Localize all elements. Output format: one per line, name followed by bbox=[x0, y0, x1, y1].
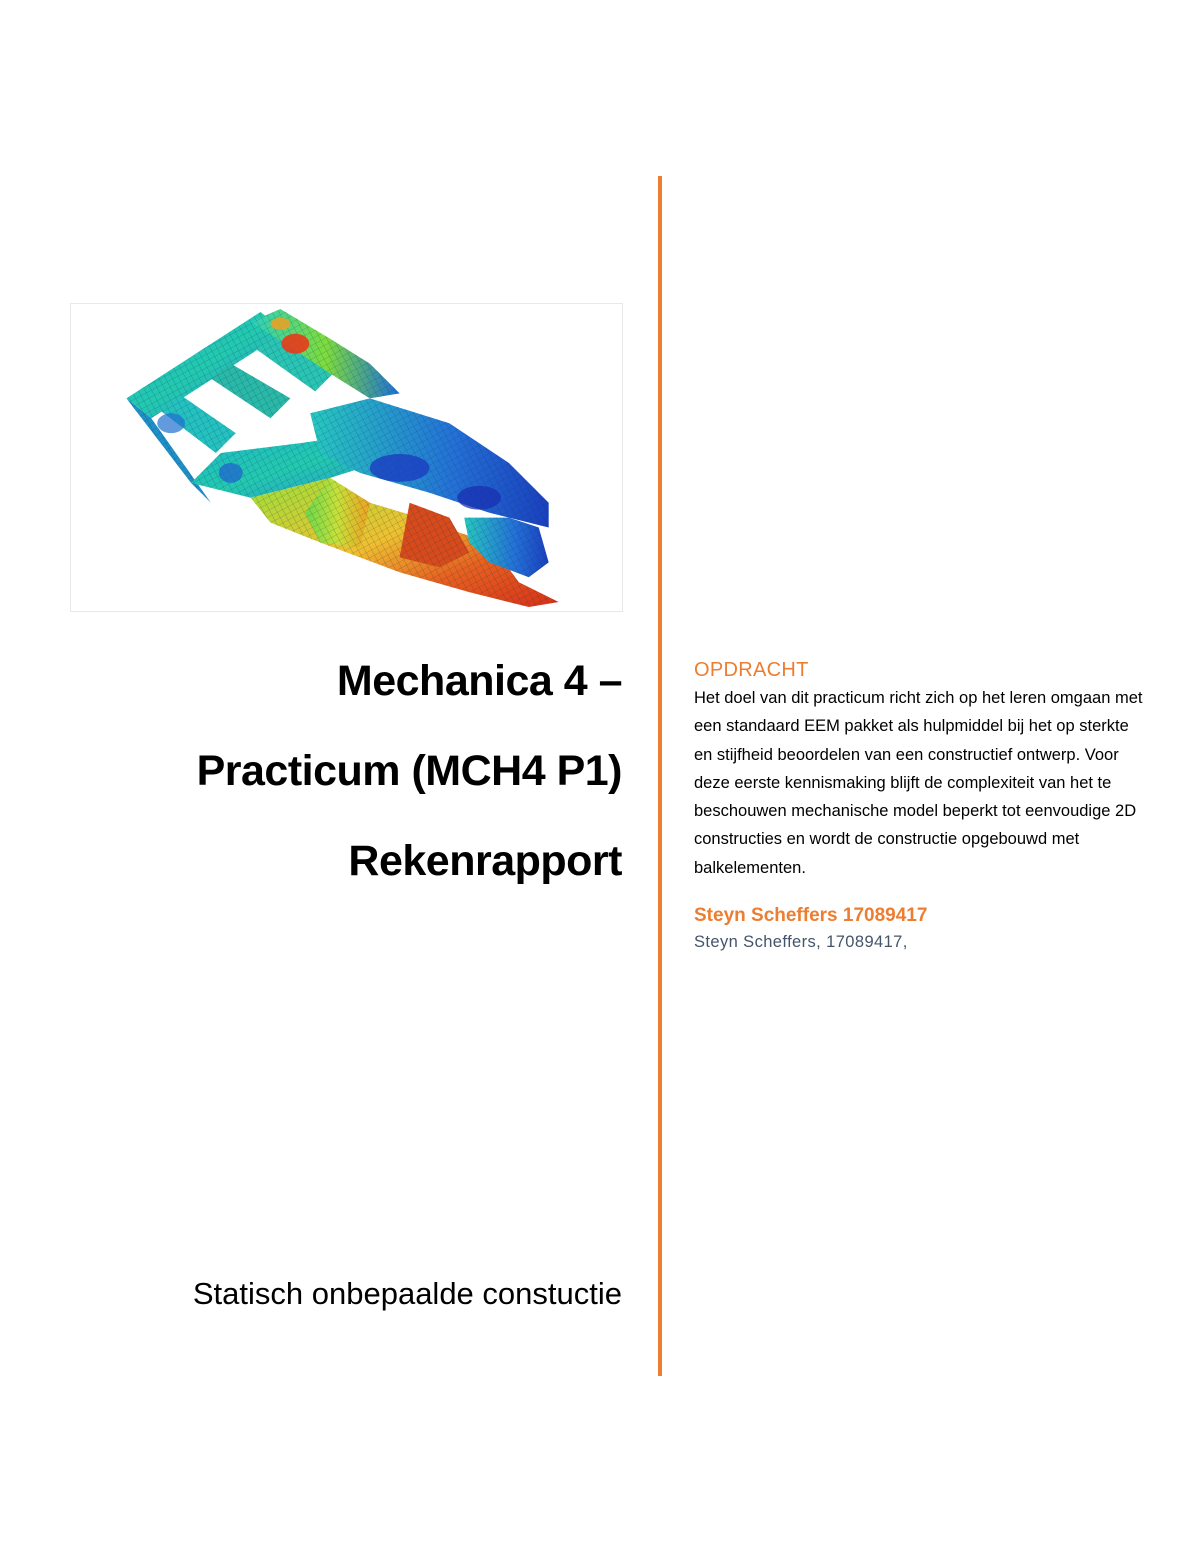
assignment-text: Het doel van dit practicum richt zich op het leren omgaan met een standaard EEM pakket als hulpmiddel bij het op sterkte en stijfheid beoordelen van een constructief ontwerp. Voor deze eerste kennismaking blijft de complexiteit van het te beschouwen mechanische model beperkt tot eenvoudige 2D constructies en wordt de constructie opgebouwd met balkelementen. bbox=[694, 689, 1143, 877]
fem-mesh-graphic bbox=[71, 304, 622, 611]
fem-mesh-frame-image bbox=[70, 303, 623, 612]
abstract-column bbox=[694, 656, 1144, 954]
assignment-heading: OPDRACHT bbox=[694, 659, 809, 681]
author-heading: Steyn Scheffers 17089417 bbox=[694, 905, 928, 927]
title-line-3: Rekenrapport bbox=[348, 837, 622, 885]
vertical-divider bbox=[658, 176, 662, 1376]
title-line-1: Mechanica 4 – bbox=[336, 657, 622, 705]
document-subtitle: Statisch onbepaalde constuctie bbox=[192, 1276, 622, 1311]
author-line: Steyn Scheffers, 17089417, bbox=[694, 933, 908, 952]
title-line-2: Practicum (MCH4 P1) bbox=[196, 747, 622, 795]
document-title bbox=[62, 636, 622, 906]
